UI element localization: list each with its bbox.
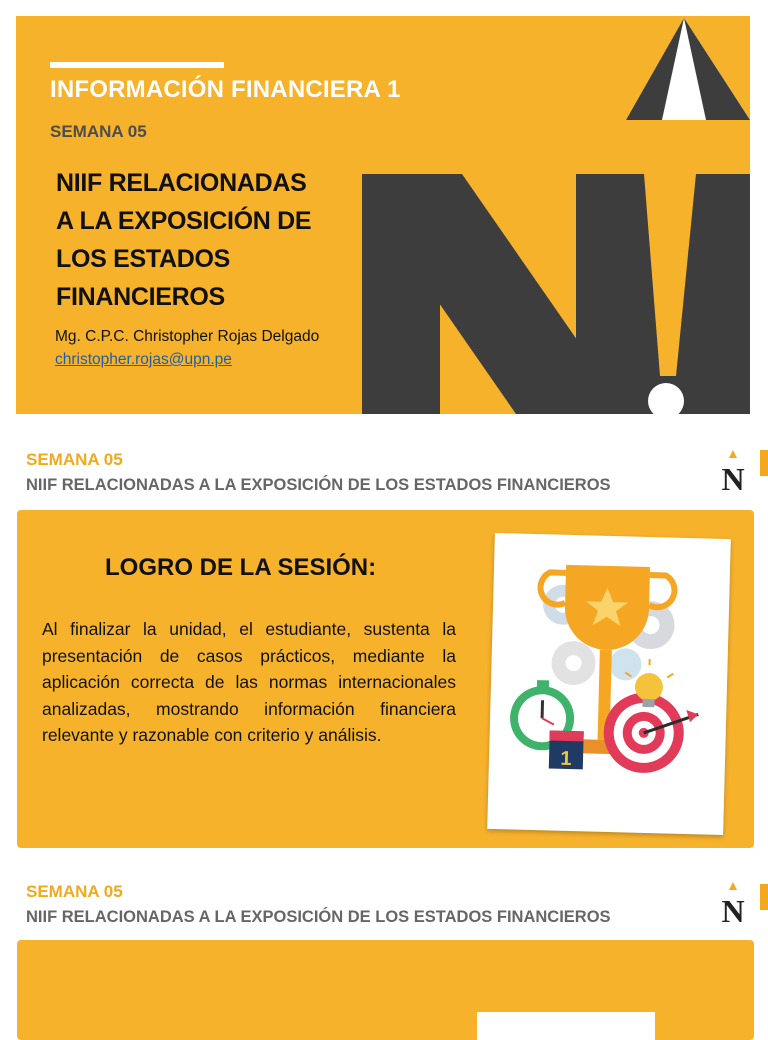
slide-subtitle: NIIF RELACIONADAS A LA EXPOSICIÓN DE LOS ESTADOS FINANCIEROS — [26, 476, 611, 495]
next-slide-image — [477, 1012, 655, 1040]
next-slide — [17, 940, 754, 1040]
upn-n-logo-icon — [716, 882, 750, 926]
course-title: INFORMACIÓN FINANCIERA 1 — [50, 76, 401, 104]
slide-title — [56, 164, 356, 316]
slide-subtitle: NIIF RELACIONADAS A LA EXPOSICIÓN DE LOS ESTADOS FINANCIEROS — [26, 908, 611, 927]
title-line: FINANCIEROS — [56, 278, 356, 316]
svg-text:N: N — [721, 893, 744, 926]
objective-heading: LOGRO DE LA SESIÓN: — [105, 554, 376, 582]
week-label: SEMANA 05 — [50, 122, 147, 142]
header-tab-marker — [760, 884, 768, 910]
title-slide — [16, 16, 750, 414]
header-tab-marker — [760, 450, 768, 476]
calendar-number: 1 — [560, 748, 572, 770]
slide-header — [0, 882, 768, 942]
objective-slide — [17, 510, 754, 848]
title-line: NIIF RELACIONADAS — [56, 164, 356, 202]
objective-body: Al finalizar la unidad, el estudiante, sustenta la presentación de casos prácticos, mediante la aplicación correcta de las normas internacionales analizadas, mostrando información financiera relevante y razonable con criterio y análisis. — [42, 616, 456, 749]
svg-text:N: N — [721, 461, 744, 494]
title-line: LOS ESTADOS — [56, 240, 356, 278]
upn-n-logo-icon — [716, 450, 750, 494]
slide-header — [0, 450, 768, 510]
achievement-graphic — [487, 533, 731, 835]
achievement-illustration — [487, 533, 731, 835]
title-accent-bar — [50, 62, 224, 68]
calendar-icon — [549, 730, 584, 770]
week-label: SEMANA 05 — [26, 450, 123, 470]
author-name: Mg. C.P.C. Christopher Rojas Delgado — [55, 328, 319, 346]
title-line: A LA EXPOSICIÓN DE — [56, 202, 356, 240]
author-email-link[interactable]: christopher.rojas@upn.pe — [55, 351, 232, 369]
week-label: SEMANA 05 — [26, 882, 123, 902]
